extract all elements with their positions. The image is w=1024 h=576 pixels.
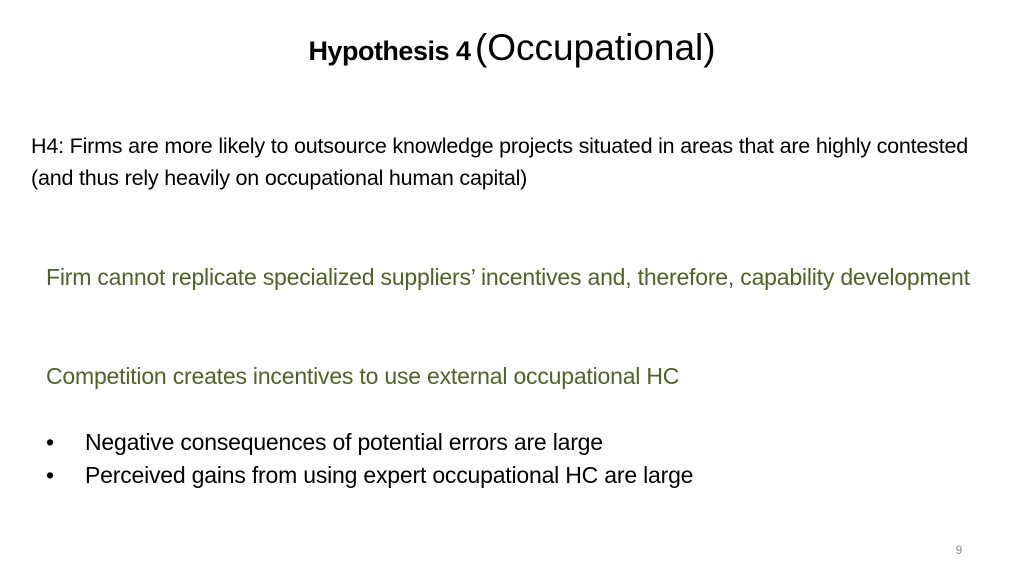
list-item [46, 459, 946, 492]
list-item [46, 426, 946, 459]
bullet-icon: • [46, 429, 54, 455]
slide-title [0, 26, 1024, 70]
bullet-text: Perceived gains from using expert occupational HC are large [85, 462, 694, 488]
bullet-list [46, 426, 946, 492]
title-bold-part: Hypothesis 4 [308, 36, 471, 66]
page-number: 9 [955, 543, 963, 557]
hypothesis-statement: H4: Firms are more likely to outsource knowledge projects situated in areas that are highly contested (and thus rely heavily on occupational human capital) [31, 134, 969, 190]
paragraph-competition: Competition creates incentives to use external occupational HC [46, 363, 680, 389]
title-normal-part: (Occupational) [474, 27, 716, 68]
paragraph-capability: Firm cannot replicate specialized suppliers’ incentives and, therefore, capability development [46, 264, 970, 290]
bullet-icon: • [46, 462, 54, 488]
bullet-text: Negative consequences of potential errors are large [85, 429, 603, 455]
